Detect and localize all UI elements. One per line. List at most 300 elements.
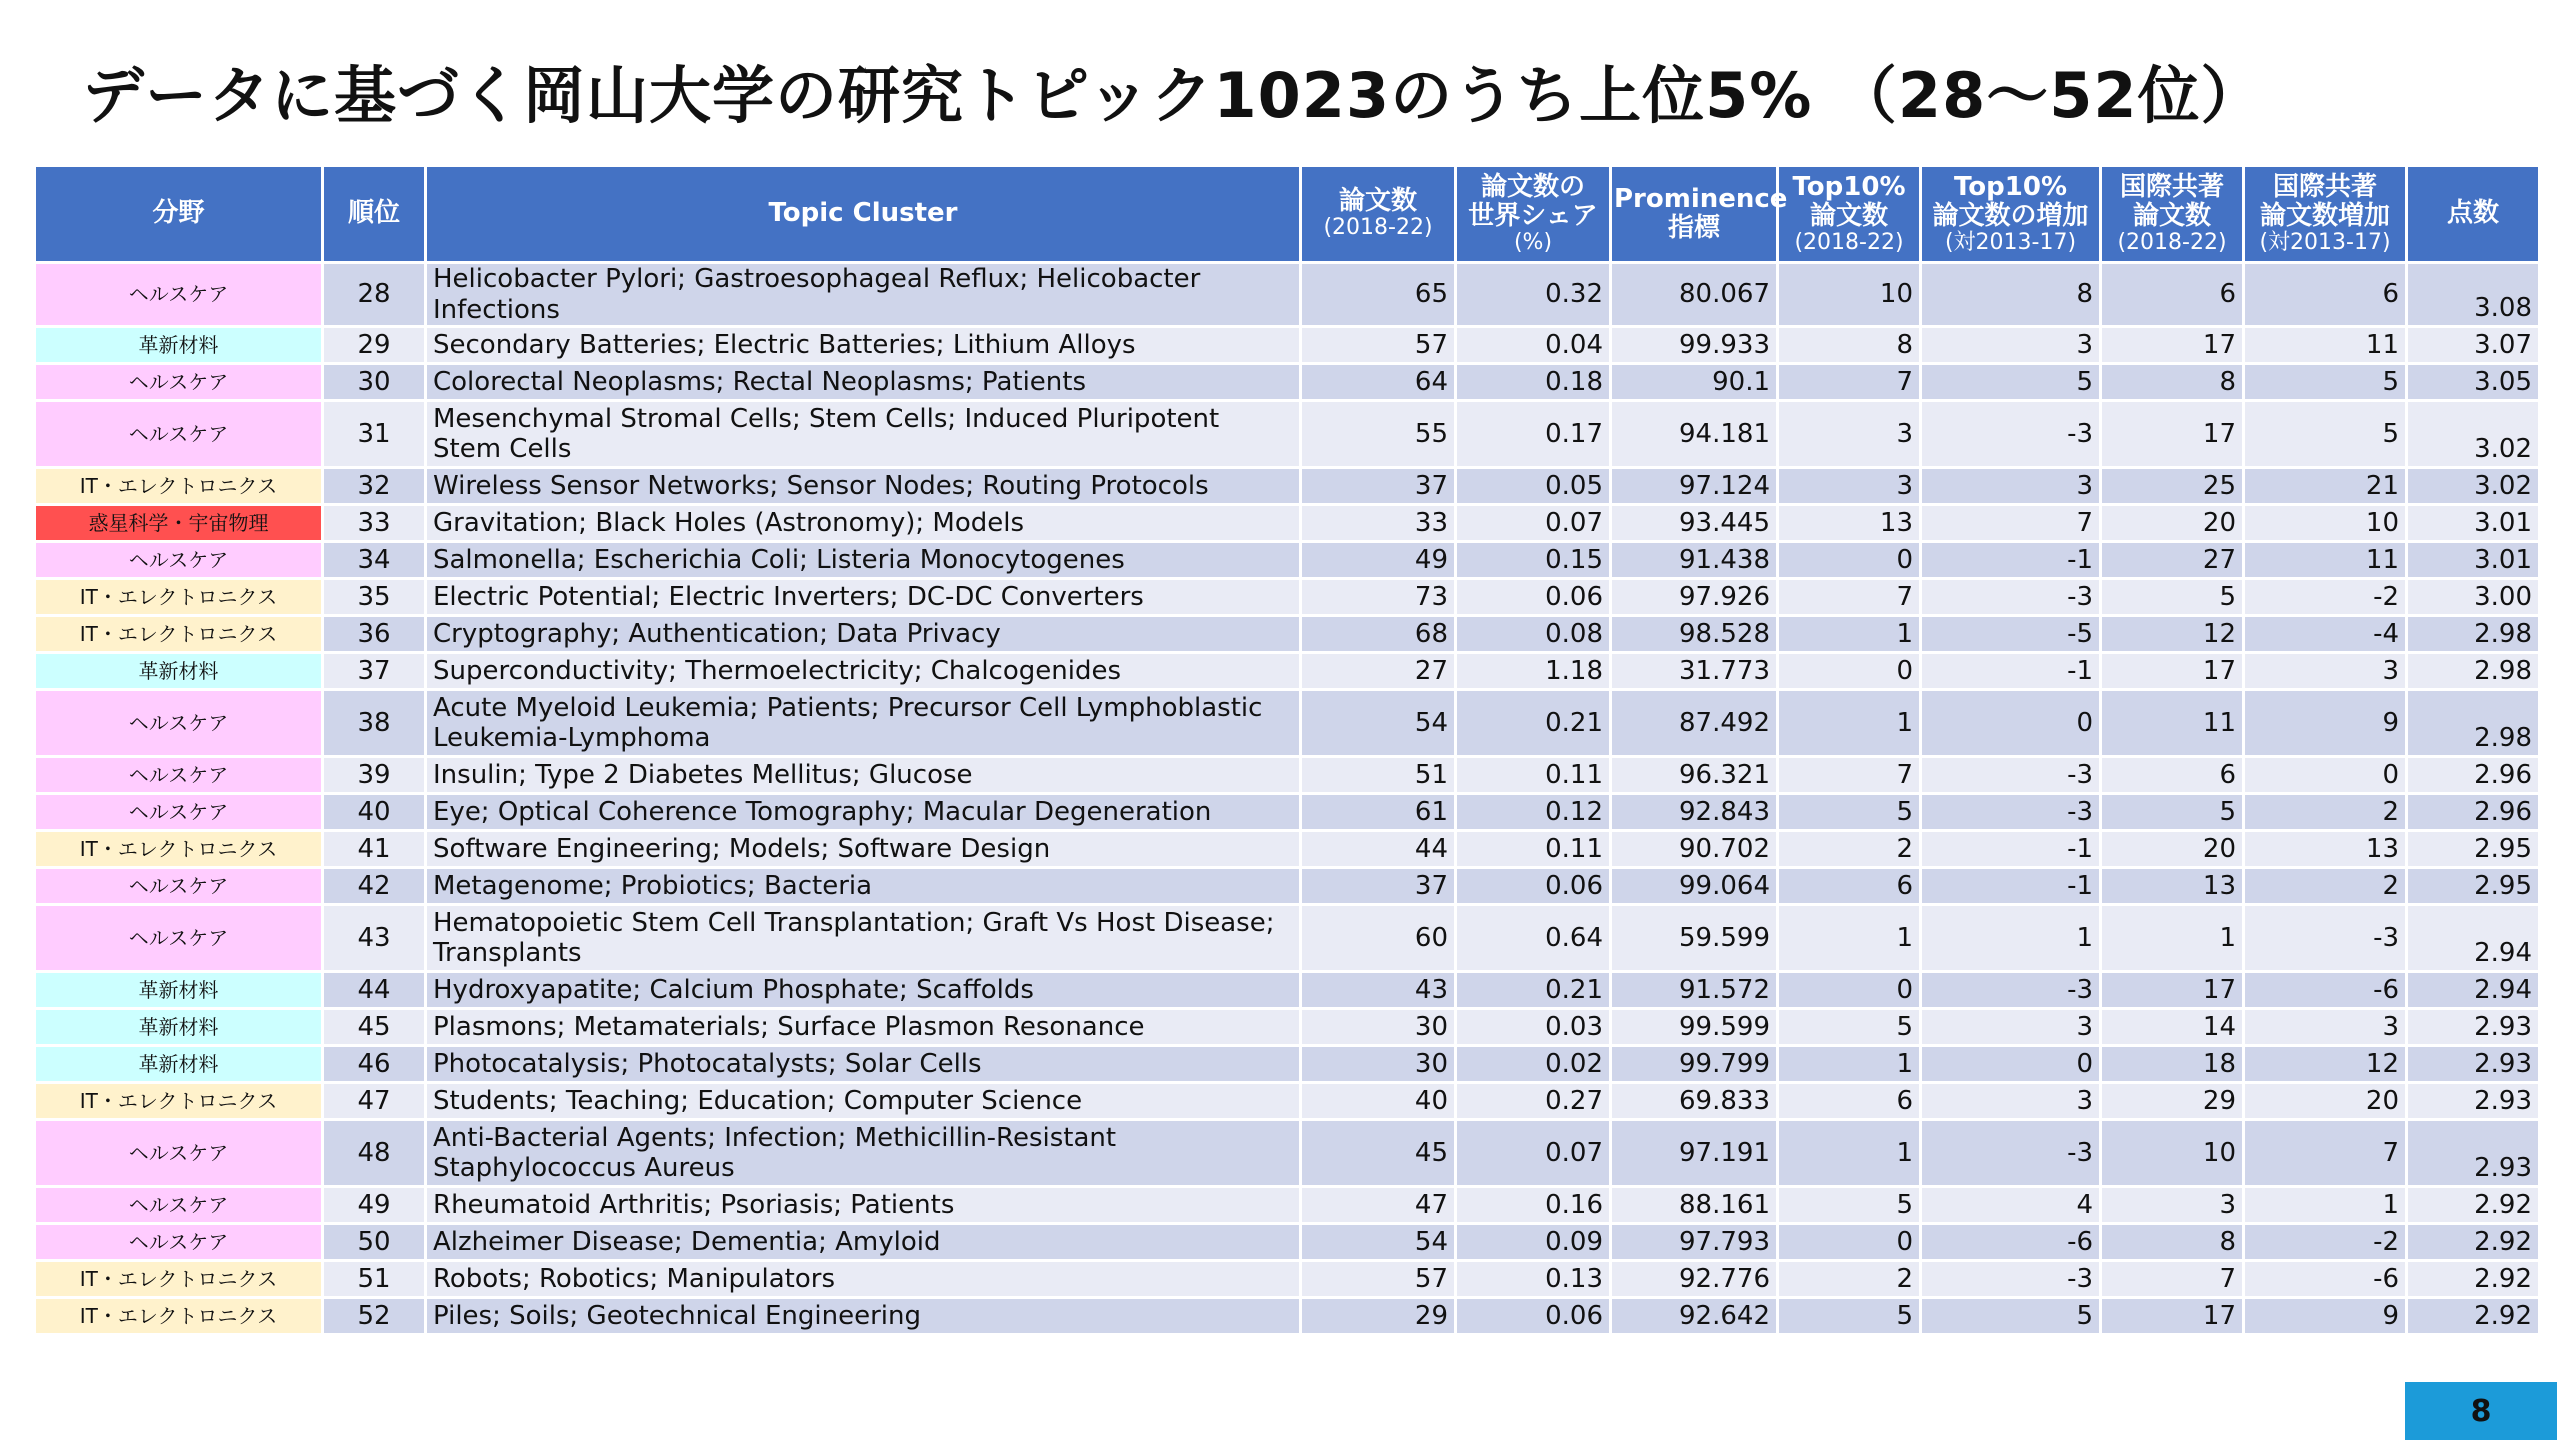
cell-rank: 31: [324, 402, 424, 466]
cell-top10: 1: [1779, 617, 1919, 651]
cell-rank: 35: [324, 580, 424, 614]
cell-world-share: 0.11: [1457, 832, 1609, 866]
cell-top10-increase: -1: [1922, 832, 2099, 866]
cell-rank: 29: [324, 328, 424, 362]
cell-top10: 7: [1779, 365, 1919, 399]
cell-rank: 45: [324, 1010, 424, 1044]
cell-topic: Students; Teaching; Education; Computer Science: [427, 1084, 1299, 1118]
cell-prominence: 88.161: [1612, 1188, 1776, 1222]
cell-field: IT・エレクトロニクス: [36, 1262, 321, 1296]
cell-intl-increase: 3: [2245, 654, 2405, 688]
cell-top10: 5: [1779, 1188, 1919, 1222]
cell-papers: 60: [1302, 906, 1454, 970]
cell-world-share: 0.05: [1457, 469, 1609, 503]
cell-rank: 38: [324, 691, 424, 755]
header-top10-increase: [1922, 167, 2099, 261]
cell-world-share: 0.06: [1457, 869, 1609, 903]
cell-topic: Secondary Batteries; Electric Batteries; Lithium Alloys: [427, 328, 1299, 362]
cell-score: 3.01: [2408, 506, 2538, 540]
cell-world-share: 0.04: [1457, 328, 1609, 362]
cell-field: IT・エレクトロニクス: [36, 469, 321, 503]
cell-intl-coauthor: 17: [2102, 402, 2242, 466]
header-share-line2: 世界シェア: [1468, 200, 1598, 231]
cell-world-share: 0.02: [1457, 1047, 1609, 1081]
page-number: 8: [2405, 1382, 2557, 1440]
cell-prominence: 99.064: [1612, 869, 1776, 903]
cell-top10-increase: 8: [1922, 264, 2099, 325]
header-top10-increase-line2: 論文数の増加: [1932, 200, 2089, 231]
cell-intl-coauthor: 17: [2102, 973, 2242, 1007]
cell-papers: 64: [1302, 365, 1454, 399]
cell-intl-coauthor: 20: [2102, 506, 2242, 540]
cell-prominence: 97.191: [1612, 1121, 1776, 1185]
cell-prominence: 99.933: [1612, 328, 1776, 362]
cell-score: 2.92: [2408, 1299, 2538, 1333]
cell-papers: 47: [1302, 1188, 1454, 1222]
cell-top10: 2: [1779, 1262, 1919, 1296]
cell-prominence: 99.799: [1612, 1047, 1776, 1081]
cell-intl-increase: 9: [2245, 1299, 2405, 1333]
header-top10-increase-line3: (対2013-17): [1944, 229, 2077, 255]
cell-intl-coauthor: 7: [2102, 1262, 2242, 1296]
cell-intl-increase: 3: [2245, 1010, 2405, 1044]
cell-field: ヘルスケア: [36, 906, 321, 970]
cell-top10: 8: [1779, 328, 1919, 362]
cell-field: ヘルスケア: [36, 543, 321, 577]
cell-rank: 52: [324, 1299, 424, 1333]
cell-field: ヘルスケア: [36, 1225, 321, 1259]
cell-top10-increase: 1: [1922, 906, 2099, 970]
cell-field: ヘルスケア: [36, 691, 321, 755]
cell-world-share: 0.12: [1457, 795, 1609, 829]
cell-papers: 68: [1302, 617, 1454, 651]
cell-intl-increase: -3: [2245, 906, 2405, 970]
cell-field: ヘルスケア: [36, 402, 321, 466]
cell-rank: 40: [324, 795, 424, 829]
cell-top10: 5: [1779, 1010, 1919, 1044]
cell-score: 2.94: [2408, 906, 2538, 970]
table-row: [36, 795, 2538, 829]
cell-papers: 43: [1302, 973, 1454, 1007]
table-row: [36, 506, 2538, 540]
cell-score: 2.96: [2408, 795, 2538, 829]
cell-intl-increase: 1: [2245, 1188, 2405, 1222]
cell-score: 2.95: [2408, 832, 2538, 866]
cell-top10-increase: -3: [1922, 1121, 2099, 1185]
cell-world-share: 0.15: [1457, 543, 1609, 577]
cell-score: 2.93: [2408, 1010, 2538, 1044]
cell-intl-coauthor: 6: [2102, 264, 2242, 325]
cell-rank: 51: [324, 1262, 424, 1296]
cell-intl-increase: -4: [2245, 617, 2405, 651]
cell-intl-increase: 7: [2245, 1121, 2405, 1185]
cell-topic: Robots; Robotics; Manipulators: [427, 1262, 1299, 1296]
cell-field: ヘルスケア: [36, 795, 321, 829]
cell-intl-coauthor: 17: [2102, 654, 2242, 688]
cell-prominence: 92.843: [1612, 795, 1776, 829]
cell-intl-coauthor: 12: [2102, 617, 2242, 651]
cell-world-share: 0.17: [1457, 402, 1609, 466]
cell-field: ヘルスケア: [36, 1121, 321, 1185]
cell-top10: 1: [1779, 906, 1919, 970]
cell-papers: 57: [1302, 328, 1454, 362]
cell-topic: Colorectal Neoplasms; Rectal Neoplasms; Patients: [427, 365, 1299, 399]
cell-papers: 51: [1302, 758, 1454, 792]
cell-field: ヘルスケア: [36, 365, 321, 399]
cell-intl-increase: 5: [2245, 365, 2405, 399]
cell-intl-increase: 13: [2245, 832, 2405, 866]
cell-intl-increase: -2: [2245, 1225, 2405, 1259]
cell-field: ヘルスケア: [36, 1188, 321, 1222]
cell-prominence: 97.793: [1612, 1225, 1776, 1259]
cell-top10-increase: -3: [1922, 973, 2099, 1007]
table-row: [36, 580, 2538, 614]
cell-topic: Wireless Sensor Networks; Sensor Nodes; Routing Protocols: [427, 469, 1299, 503]
cell-papers: 37: [1302, 469, 1454, 503]
cell-prominence: 96.321: [1612, 758, 1776, 792]
cell-intl-increase: 11: [2245, 328, 2405, 362]
cell-score: 2.92: [2408, 1262, 2538, 1296]
cell-world-share: 0.03: [1457, 1010, 1609, 1044]
cell-top10: 10: [1779, 264, 1919, 325]
table-row: [36, 402, 2538, 466]
cell-intl-increase: -6: [2245, 973, 2405, 1007]
table-row: [36, 469, 2538, 503]
cell-topic: Photocatalysis; Photocatalysts; Solar Cells: [427, 1047, 1299, 1081]
cell-papers: 65: [1302, 264, 1454, 325]
cell-world-share: 0.27: [1457, 1084, 1609, 1118]
cell-score: 2.98: [2408, 654, 2538, 688]
cell-world-share: 0.18: [1457, 365, 1609, 399]
table-row: [36, 973, 2538, 1007]
header-share-line3: (%): [1513, 229, 1553, 255]
cell-score: 2.93: [2408, 1084, 2538, 1118]
cell-intl-increase: 9: [2245, 691, 2405, 755]
cell-topic: Insulin; Type 2 Diabetes Mellitus; Glucose: [427, 758, 1299, 792]
cell-top10-increase: 5: [1922, 1299, 2099, 1333]
cell-intl-coauthor: 25: [2102, 469, 2242, 503]
cell-intl-coauthor: 5: [2102, 795, 2242, 829]
cell-intl-coauthor: 13: [2102, 869, 2242, 903]
cell-score: 2.98: [2408, 617, 2538, 651]
cell-intl-increase: 21: [2245, 469, 2405, 503]
cell-top10: 1: [1779, 691, 1919, 755]
cell-top10: 5: [1779, 1299, 1919, 1333]
cell-world-share: 0.07: [1457, 506, 1609, 540]
cell-world-share: 0.07: [1457, 1121, 1609, 1185]
cell-papers: 40: [1302, 1084, 1454, 1118]
cell-intl-coauthor: 18: [2102, 1047, 2242, 1081]
cell-prominence: 87.492: [1612, 691, 1776, 755]
cell-intl-coauthor: 10: [2102, 1121, 2242, 1185]
header-intl-line3: (2018-22): [2117, 229, 2227, 255]
header-intl-line1: 国際共著: [2119, 171, 2224, 202]
cell-topic: Acute Myeloid Leukemia; Patients; Precursor Cell Lymphoblastic Leukemia-Lymphoma: [427, 691, 1299, 755]
cell-intl-coauthor: 20: [2102, 832, 2242, 866]
cell-prominence: 91.572: [1612, 973, 1776, 1007]
cell-prominence: 69.833: [1612, 1084, 1776, 1118]
cell-top10-increase: -1: [1922, 869, 2099, 903]
cell-world-share: 0.16: [1457, 1188, 1609, 1222]
header-intl: [2102, 167, 2242, 261]
cell-papers: 44: [1302, 832, 1454, 866]
header-share-line1: 論文数の: [1480, 171, 1585, 202]
cell-topic: Cryptography; Authentication; Data Privacy: [427, 617, 1299, 651]
cell-score: 3.02: [2408, 469, 2538, 503]
cell-score: 2.96: [2408, 758, 2538, 792]
cell-prominence: 91.438: [1612, 543, 1776, 577]
header-top10-increase-line1: Top10%: [1954, 171, 2067, 202]
header-intl-increase-line2: 論文数増加: [2259, 200, 2390, 231]
cell-top10: 7: [1779, 758, 1919, 792]
cell-intl-increase: 5: [2245, 402, 2405, 466]
cell-world-share: 0.09: [1457, 1225, 1609, 1259]
cell-intl-increase: 0: [2245, 758, 2405, 792]
cell-score: 2.93: [2408, 1121, 2538, 1185]
cell-top10-increase: -5: [1922, 617, 2099, 651]
header-share: [1457, 167, 1609, 261]
cell-score: 2.94: [2408, 973, 2538, 1007]
cell-world-share: 0.21: [1457, 973, 1609, 1007]
cell-intl-increase: -6: [2245, 1262, 2405, 1296]
cell-top10: 2: [1779, 832, 1919, 866]
header-intl-increase-line1: 国際共著: [2272, 171, 2377, 202]
cell-top10-increase: -3: [1922, 795, 2099, 829]
cell-field: IT・エレクトロニクス: [36, 1299, 321, 1333]
cell-topic: Electric Potential; Electric Inverters; DC-DC Converters: [427, 580, 1299, 614]
cell-papers: 27: [1302, 654, 1454, 688]
header-intl-increase: [2245, 167, 2405, 261]
cell-intl-increase: 2: [2245, 869, 2405, 903]
page-title: データに基づく岡山大学の研究トピック1023のうち上位5% （28～52位）: [82, 59, 2264, 132]
cell-papers: 30: [1302, 1047, 1454, 1081]
cell-top10: 13: [1779, 506, 1919, 540]
table-row: [36, 1299, 2538, 1333]
cell-rank: 47: [324, 1084, 424, 1118]
cell-field: 革新材料: [36, 654, 321, 688]
cell-top10: 7: [1779, 580, 1919, 614]
header-prominence: [1612, 167, 1788, 261]
cell-top10: 6: [1779, 869, 1919, 903]
cell-field: ヘルスケア: [36, 758, 321, 792]
cell-top10-increase: 7: [1922, 506, 2099, 540]
cell-intl-increase: 2: [2245, 795, 2405, 829]
cell-intl-increase: 12: [2245, 1047, 2405, 1081]
cell-top10: 1: [1779, 1121, 1919, 1185]
cell-papers: 54: [1302, 1225, 1454, 1259]
cell-score: 2.95: [2408, 869, 2538, 903]
cell-prominence: 93.445: [1612, 506, 1776, 540]
cell-world-share: 1.18: [1457, 654, 1609, 688]
cell-score: 3.05: [2408, 365, 2538, 399]
header-papers-line1: 論文数: [1338, 186, 1417, 217]
cell-field: ヘルスケア: [36, 869, 321, 903]
cell-top10-increase: -3: [1922, 758, 2099, 792]
cell-rank: 46: [324, 1047, 424, 1081]
cell-top10: 3: [1779, 469, 1919, 503]
cell-papers: 73: [1302, 580, 1454, 614]
table-header-row: [36, 167, 2538, 261]
cell-top10: 5: [1779, 795, 1919, 829]
cell-intl-coauthor: 3: [2102, 1188, 2242, 1222]
cell-prominence: 90.1: [1612, 365, 1776, 399]
cell-prominence: 98.528: [1612, 617, 1776, 651]
cell-field: IT・エレクトロニクス: [36, 832, 321, 866]
cell-prominence: 92.642: [1612, 1299, 1776, 1333]
cell-field: 革新材料: [36, 1047, 321, 1081]
cell-intl-coauthor: 1: [2102, 906, 2242, 970]
header-topic: Topic Cluster: [427, 167, 1299, 261]
cell-field: ヘルスケア: [36, 264, 321, 325]
table-row: [36, 1225, 2538, 1259]
cell-topic: Salmonella; Escherichia Coli; Listeria Monocytogenes: [427, 543, 1299, 577]
cell-top10-increase: 5: [1922, 365, 2099, 399]
cell-topic: Eye; Optical Coherence Tomography; Macular Degeneration: [427, 795, 1299, 829]
topic-table: [33, 164, 2541, 1336]
cell-world-share: 0.21: [1457, 691, 1609, 755]
cell-topic: Piles; Soils; Geotechnical Engineering: [427, 1299, 1299, 1333]
cell-intl-coauthor: 11: [2102, 691, 2242, 755]
table-row: [36, 906, 2538, 970]
cell-intl-increase: 20: [2245, 1084, 2405, 1118]
cell-prominence: 94.181: [1612, 402, 1776, 466]
table-row: [36, 758, 2538, 792]
cell-score: 3.01: [2408, 543, 2538, 577]
header-rank: 順位: [324, 167, 424, 261]
cell-top10: 0: [1779, 654, 1919, 688]
table-row: [36, 691, 2538, 755]
header-intl-increase-line3: (対2013-17): [2259, 229, 2391, 255]
cell-score: 3.08: [2408, 264, 2538, 325]
cell-prominence: 31.773: [1612, 654, 1776, 688]
cell-papers: 55: [1302, 402, 1454, 466]
cell-prominence: 97.124: [1612, 469, 1776, 503]
cell-papers: 57: [1302, 1262, 1454, 1296]
table-row: [36, 617, 2538, 651]
cell-score: 3.07: [2408, 328, 2538, 362]
cell-topic: Gravitation; Black Holes (Astronomy); Models: [427, 506, 1299, 540]
cell-score: 2.92: [2408, 1225, 2538, 1259]
cell-top10-increase: -3: [1922, 402, 2099, 466]
table-row: [36, 365, 2538, 399]
cell-topic: Mesenchymal Stromal Cells; Stem Cells; Induced Pluripotent Stem Cells: [427, 402, 1299, 466]
cell-intl-increase: 10: [2245, 506, 2405, 540]
table-row: [36, 328, 2538, 362]
cell-rank: 37: [324, 654, 424, 688]
cell-intl-increase: -2: [2245, 580, 2405, 614]
cell-intl-coauthor: 8: [2102, 1225, 2242, 1259]
cell-rank: 50: [324, 1225, 424, 1259]
cell-score: 2.92: [2408, 1188, 2538, 1222]
cell-top10: 0: [1779, 973, 1919, 1007]
header-top10-line1: Top10%: [1792, 171, 1906, 202]
cell-world-share: 0.06: [1457, 580, 1609, 614]
header-score: 点数: [2408, 167, 2538, 261]
cell-prominence: 80.067: [1612, 264, 1776, 325]
cell-topic: Helicobacter Pylori; Gastroesophageal Reflux; Helicobacter Infections: [427, 264, 1299, 325]
cell-field: 革新材料: [36, 328, 321, 362]
table-row: [36, 264, 2538, 325]
cell-papers: 54: [1302, 691, 1454, 755]
cell-topic: Alzheimer Disease; Dementia; Amyloid: [427, 1225, 1299, 1259]
cell-rank: 44: [324, 973, 424, 1007]
cell-papers: 37: [1302, 869, 1454, 903]
cell-prominence: 59.599: [1612, 906, 1776, 970]
cell-papers: 45: [1302, 1121, 1454, 1185]
cell-top10-increase: 0: [1922, 691, 2099, 755]
header-prominence-line1: Prominence: [1614, 183, 1788, 214]
table-body: [36, 264, 2538, 1333]
cell-rank: 34: [324, 543, 424, 577]
header-top10-line3: (2018-22): [1794, 229, 1904, 255]
cell-prominence: 90.702: [1612, 832, 1776, 866]
header-prominence-line2: 指標: [1667, 213, 1720, 243]
cell-world-share: 0.08: [1457, 617, 1609, 651]
cell-rank: 43: [324, 906, 424, 970]
cell-topic: Hydroxyapatite; Calcium Phosphate; Scaffolds: [427, 973, 1299, 1007]
table-row: [36, 1262, 2538, 1296]
cell-rank: 30: [324, 365, 424, 399]
cell-field: IT・エレクトロニクス: [36, 617, 321, 651]
cell-papers: 33: [1302, 506, 1454, 540]
cell-papers: 49: [1302, 543, 1454, 577]
cell-intl-coauthor: 8: [2102, 365, 2242, 399]
cell-top10-increase: -6: [1922, 1225, 2099, 1259]
cell-field: 革新材料: [36, 1010, 321, 1044]
cell-top10-increase: -1: [1922, 654, 2099, 688]
cell-top10-increase: 3: [1922, 1010, 2099, 1044]
cell-topic: Rheumatoid Arthritis; Psoriasis; Patients: [427, 1188, 1299, 1222]
cell-field: IT・エレクトロニクス: [36, 1084, 321, 1118]
cell-intl-coauthor: 14: [2102, 1010, 2242, 1044]
cell-intl-increase: 6: [2245, 264, 2405, 325]
cell-top10: 1: [1779, 1047, 1919, 1081]
header-papers-line2: (2018-22): [1323, 215, 1433, 241]
cell-rank: 42: [324, 869, 424, 903]
cell-top10: 0: [1779, 543, 1919, 577]
cell-rank: 49: [324, 1188, 424, 1222]
cell-intl-coauthor: 17: [2102, 328, 2242, 362]
cell-intl-increase: 11: [2245, 543, 2405, 577]
cell-intl-coauthor: 6: [2102, 758, 2242, 792]
cell-rank: 41: [324, 832, 424, 866]
cell-top10: 3: [1779, 402, 1919, 466]
table-row: [36, 1047, 2538, 1081]
cell-score: 3.02: [2408, 402, 2538, 466]
cell-top10: 0: [1779, 1225, 1919, 1259]
table-row: [36, 832, 2538, 866]
cell-top10-increase: 0: [1922, 1047, 2099, 1081]
cell-top10-increase: 3: [1922, 328, 2099, 362]
cell-field: 惑星科学・宇宙物理: [36, 506, 321, 540]
cell-intl-coauthor: 17: [2102, 1299, 2242, 1333]
cell-score: 2.93: [2408, 1047, 2538, 1081]
table-row: [36, 1010, 2538, 1044]
cell-world-share: 0.64: [1457, 906, 1609, 970]
cell-prominence: 92.776: [1612, 1262, 1776, 1296]
cell-papers: 30: [1302, 1010, 1454, 1044]
header-field: 分野: [36, 167, 321, 261]
cell-prominence: 99.599: [1612, 1010, 1776, 1044]
cell-topic: Plasmons; Metamaterials; Surface Plasmon Resonance: [427, 1010, 1299, 1044]
cell-topic: Metagenome; Probiotics; Bacteria: [427, 869, 1299, 903]
cell-topic: Superconductivity; Thermoelectricity; Chalcogenides: [427, 654, 1299, 688]
cell-papers: 61: [1302, 795, 1454, 829]
cell-field: 革新材料: [36, 973, 321, 1007]
cell-rank: 36: [324, 617, 424, 651]
cell-world-share: 0.06: [1457, 1299, 1609, 1333]
cell-world-share: 0.32: [1457, 264, 1609, 325]
